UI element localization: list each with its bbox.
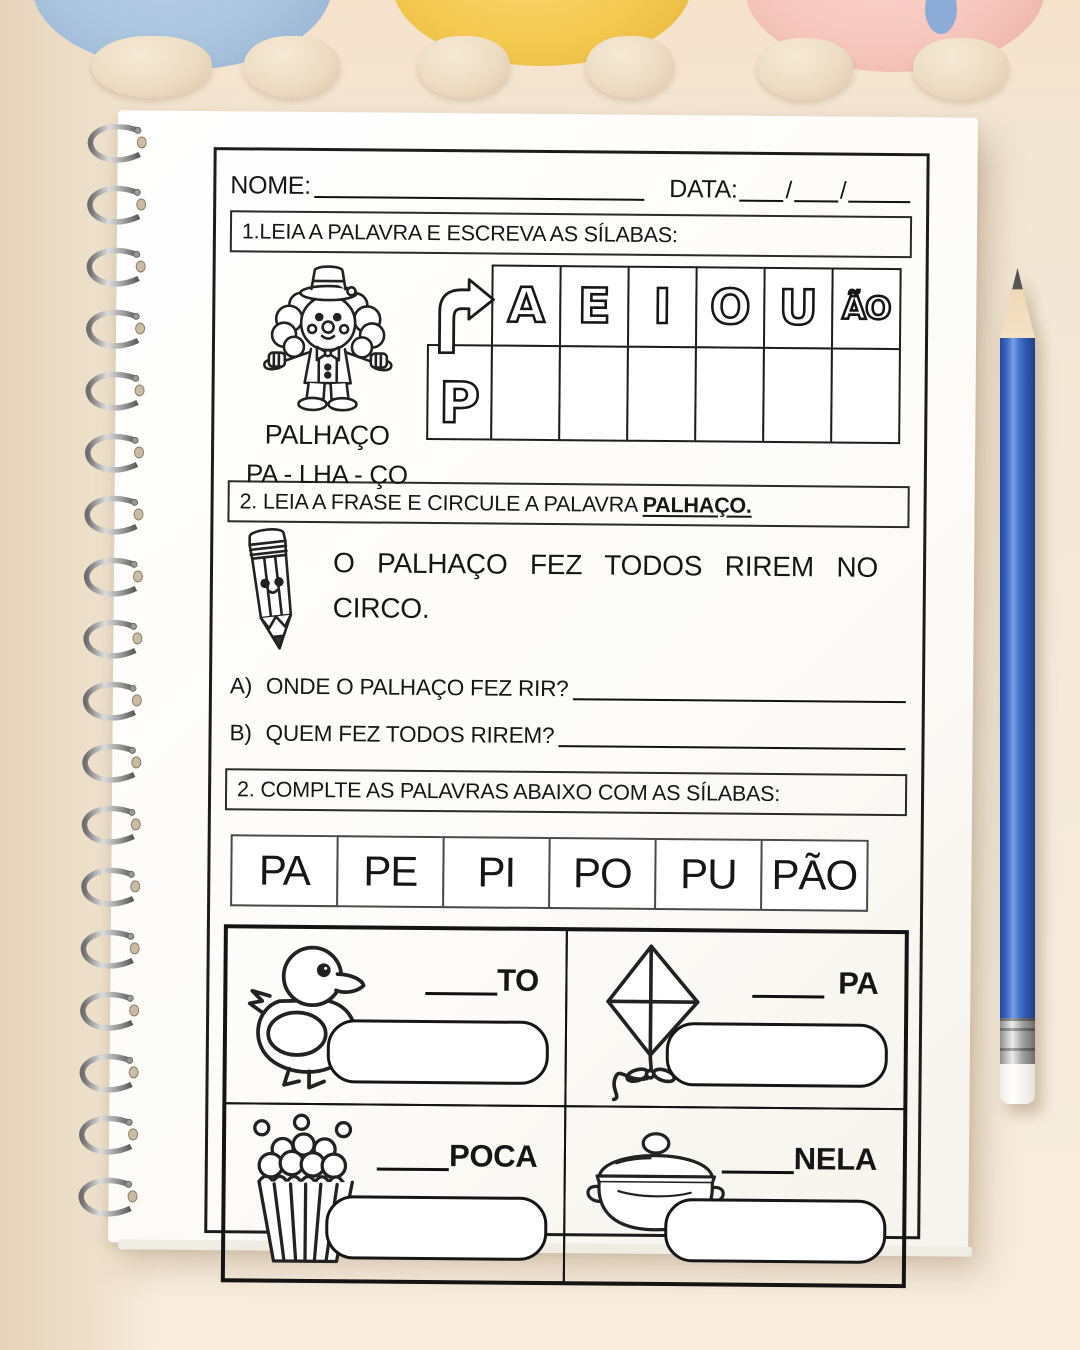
blue-toy-foot xyxy=(244,36,340,98)
date-blank-line[interactable] xyxy=(848,201,910,204)
answer-cell[interactable] xyxy=(694,346,765,443)
question-b-answer-line[interactable] xyxy=(558,745,905,750)
section3-title: 2. COMPLTE AS PALAVRAS ABAIXO COM AS SÍLABAS: xyxy=(225,768,907,816)
syllable-answer-row xyxy=(428,344,901,444)
vowel-cell: E xyxy=(559,265,630,348)
syllable-cell[interactable]: PI xyxy=(442,836,551,909)
answer-cell[interactable] xyxy=(558,345,629,442)
section1-body xyxy=(228,262,912,490)
worksheet-frame xyxy=(204,147,929,1239)
blank-line[interactable] xyxy=(425,992,497,996)
word-blank-popcorn: POCA xyxy=(377,1138,538,1175)
yellow-toy-foot xyxy=(418,36,510,98)
spiral-binding xyxy=(74,124,184,1235)
pink-toy-foot xyxy=(757,38,853,100)
syllable-hint: PA - LHA - ÇO xyxy=(245,458,408,490)
answer-cell[interactable] xyxy=(626,346,697,443)
arrow-icon xyxy=(431,276,496,355)
blank-line[interactable] xyxy=(722,1171,794,1175)
grid-cell-popcorn xyxy=(223,1102,566,1283)
blank-line[interactable] xyxy=(377,1168,449,1172)
syllable-cell[interactable]: PU xyxy=(654,838,763,911)
notebook-page xyxy=(108,110,978,1249)
grid-cell-duck xyxy=(224,926,567,1107)
answer-cell[interactable] xyxy=(490,345,561,442)
word-completion-grid xyxy=(221,924,909,1288)
syllable-cell[interactable]: PA xyxy=(230,834,339,907)
date-slash: / xyxy=(839,177,847,205)
syllable-cell[interactable]: PE xyxy=(336,835,445,908)
question-a-answer-line[interactable] xyxy=(572,698,905,703)
blue-toy-foot xyxy=(92,36,212,98)
section2-title: 2. LEIA A FRASE E CIRCULE A PALAVRA PALHAÇO. xyxy=(227,480,909,528)
answer-cell[interactable] xyxy=(830,347,901,444)
pencil-ferrule xyxy=(1000,1018,1035,1064)
pencil-tip xyxy=(1000,268,1035,338)
name-date-row xyxy=(230,156,912,206)
grid-cell-pot xyxy=(562,1105,905,1286)
vowel-cell: ÃO xyxy=(831,267,902,350)
sentence-row xyxy=(226,526,909,658)
vowel-table xyxy=(428,264,902,472)
vowel-cell: A xyxy=(491,265,562,348)
yellow-toy xyxy=(380,0,700,110)
yellow-toy-foot xyxy=(586,36,674,98)
word-blank-kite: PA xyxy=(752,965,878,1002)
name-label: NOME: xyxy=(230,171,311,200)
pencil-eraser xyxy=(1000,1064,1035,1104)
reading-sentence: O PALHAÇO FEZ TODOS RIREM NO CIRCO. xyxy=(332,547,879,624)
answer-box-pot[interactable] xyxy=(664,1198,887,1264)
vowel-cell: I xyxy=(627,266,698,349)
question-b: B) QUEM FEZ TODOS RIREM? xyxy=(225,720,907,752)
blank-line[interactable] xyxy=(752,995,824,999)
date-label: DATA: xyxy=(669,175,738,204)
syllable-bank xyxy=(232,834,903,912)
word-blank-duck: TO xyxy=(425,962,539,999)
answer-cell[interactable] xyxy=(762,347,833,444)
pink-toy xyxy=(735,0,1080,110)
answer-box-kite[interactable] xyxy=(666,1022,889,1088)
vowel-cell: O xyxy=(695,266,766,349)
consonant-cell: P xyxy=(426,344,493,441)
date-slash: / xyxy=(785,177,793,205)
pencil-shaft xyxy=(1000,338,1035,1018)
answer-box-popcorn[interactable] xyxy=(324,1195,547,1261)
section2-title-word: PALHAÇO. xyxy=(642,492,752,518)
vowel-cell: U xyxy=(763,267,834,350)
date-blank-line[interactable] xyxy=(739,200,783,202)
word-blank-pot: NELA xyxy=(722,1141,877,1178)
grid-cell-kite xyxy=(564,929,907,1110)
pencil-character-icon xyxy=(220,522,326,658)
blue-pencil[interactable] xyxy=(1000,268,1035,1104)
clown-icon xyxy=(252,262,403,413)
question-a: A) ONDE O PALHAÇO FEZ RIR? xyxy=(226,673,908,705)
section1-title: 1.LEIA A PALAVRA E ESCREVA AS SÍLABAS: xyxy=(230,210,912,258)
name-blank-line[interactable] xyxy=(315,196,645,201)
pink-toy-foot xyxy=(913,38,1009,100)
word-label: PALHAÇO xyxy=(264,419,390,451)
syllable-cell[interactable]: PÃO xyxy=(760,839,869,912)
answer-box-duck[interactable] xyxy=(326,1019,549,1085)
syllable-cell[interactable]: PO xyxy=(548,837,657,910)
vowel-header-row xyxy=(493,265,902,351)
blue-toy xyxy=(0,0,340,110)
date-blank-line[interactable] xyxy=(794,200,838,202)
